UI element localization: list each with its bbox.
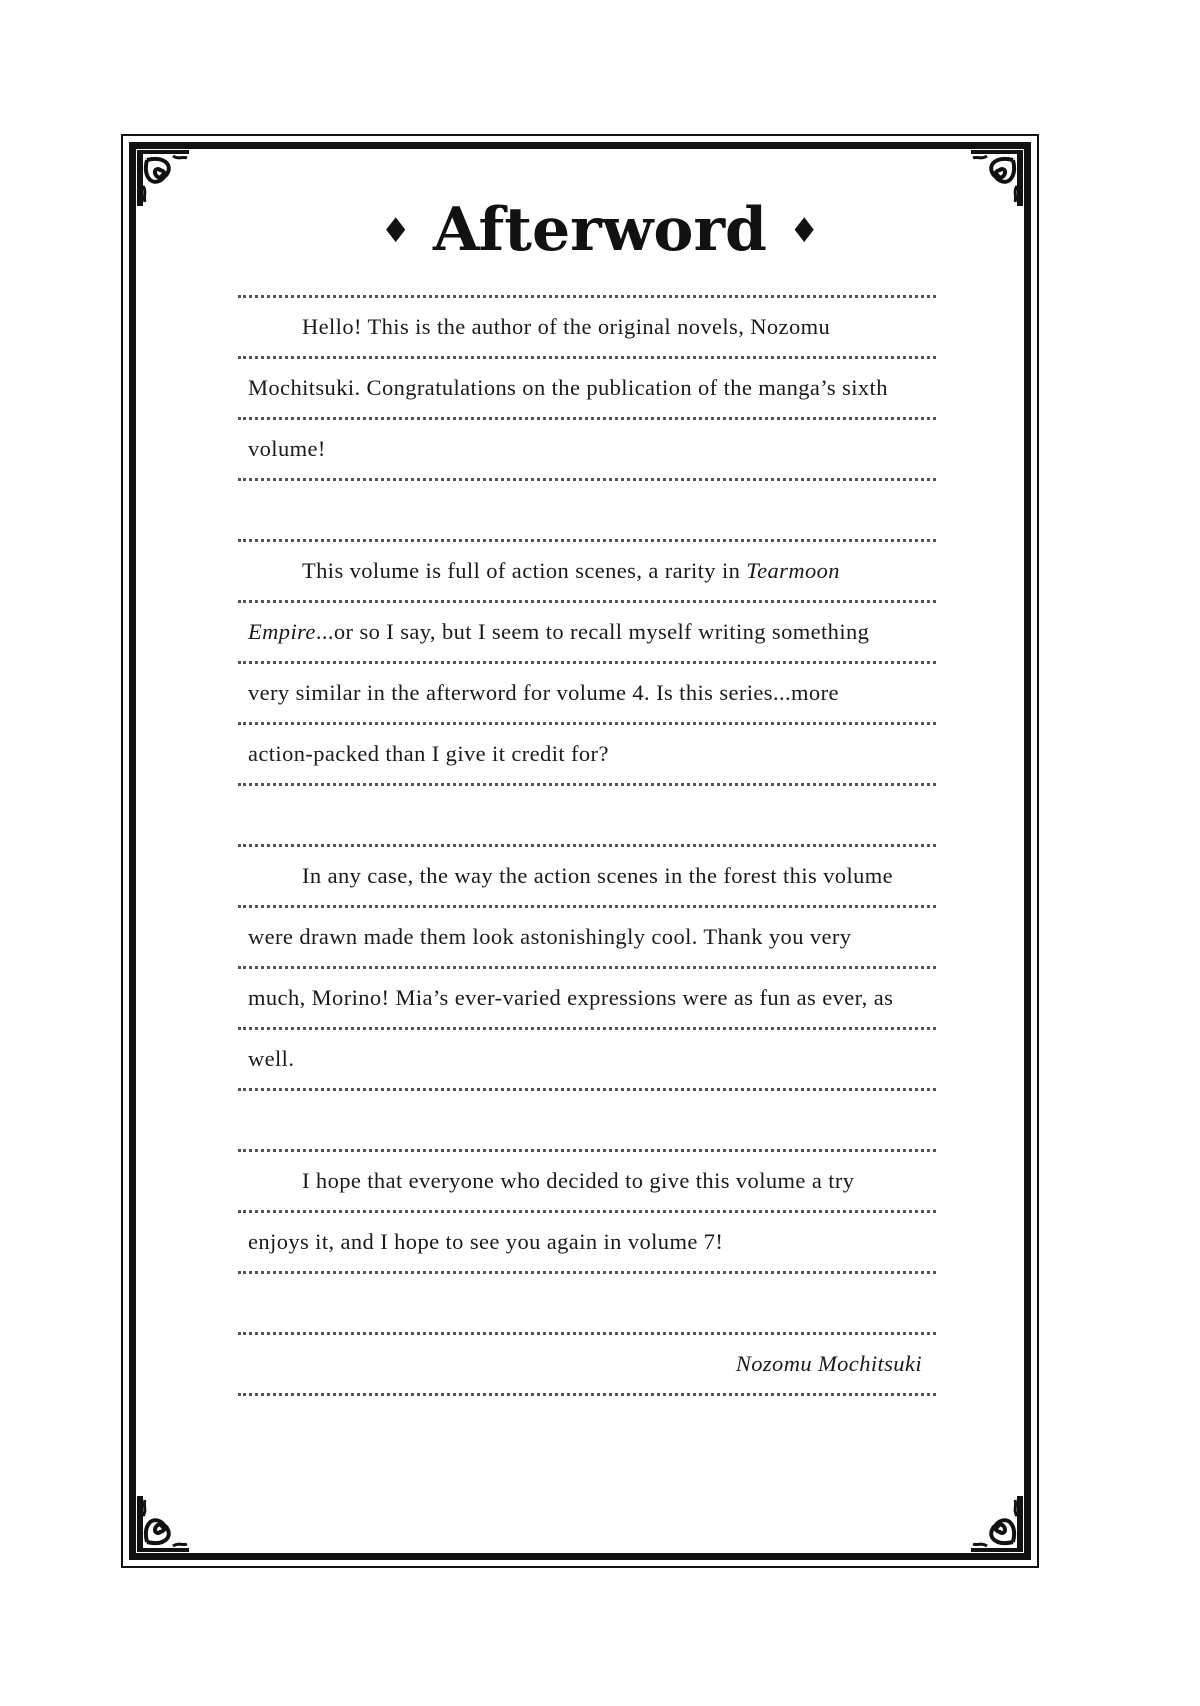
line-text: action-packed than I give it credit for? — [248, 741, 609, 766]
line-text: This volume is full of action scenes, a rarity in — [302, 558, 747, 583]
text-line — [238, 725, 936, 783]
text-line — [238, 1030, 936, 1088]
ornament-corner-bottom-right-icon — [967, 1490, 1027, 1556]
author-signature — [238, 1335, 936, 1393]
line-text: In any case, the way the action scenes in the forest this volume — [302, 863, 894, 888]
diamond-right-icon: ♦ — [789, 211, 820, 251]
text-line — [238, 420, 936, 478]
italic-title: Empire — [248, 619, 316, 644]
page-title — [0, 190, 1200, 271]
text-line — [238, 1091, 936, 1149]
ornament-corner-bottom-left-icon — [133, 1490, 193, 1556]
italic-title: Tearmoon — [746, 558, 840, 583]
text-line — [238, 1213, 936, 1271]
line-text: much, Morino! Mia’s ever-varied expressions were as fun as ever, as — [248, 985, 894, 1010]
line-text: Nozomu Mochitsuki — [735, 1351, 922, 1376]
text-line — [238, 664, 936, 722]
text-line — [238, 786, 936, 844]
afterword-body — [238, 295, 936, 1396]
text-line — [238, 1274, 936, 1332]
dotted-rule — [238, 1393, 936, 1396]
line-text: enjoys it, and I hope to see you again in volume 7! — [248, 1229, 724, 1254]
text-line — [238, 542, 936, 600]
line-text: very similar in the afterword for volume 4. Is this series...more — [248, 680, 839, 705]
text-line — [238, 481, 936, 539]
line-text: volume! — [248, 436, 326, 461]
text-line — [238, 603, 936, 661]
diamond-left-icon: ♦ — [380, 211, 411, 251]
line-text: ...or so I say, but I seem to recall myself writing something — [315, 619, 870, 644]
title-text: Afterword — [432, 195, 768, 265]
text-line — [238, 969, 936, 1027]
text-line — [238, 908, 936, 966]
text-line — [238, 847, 936, 905]
line-text: Hello! This is the author of the original novels, Nozomu — [302, 314, 831, 339]
line-text: were drawn made them look astonishingly cool. Thank you very — [248, 924, 852, 949]
line-text: well. — [248, 1046, 295, 1071]
text-line — [238, 1152, 936, 1210]
text-line — [238, 359, 936, 417]
line-text: Mochitsuki. Congratulations on the publication of the manga’s sixth — [248, 375, 888, 400]
text-line — [238, 298, 936, 356]
line-text: I hope that everyone who decided to give this volume a try — [302, 1168, 855, 1193]
